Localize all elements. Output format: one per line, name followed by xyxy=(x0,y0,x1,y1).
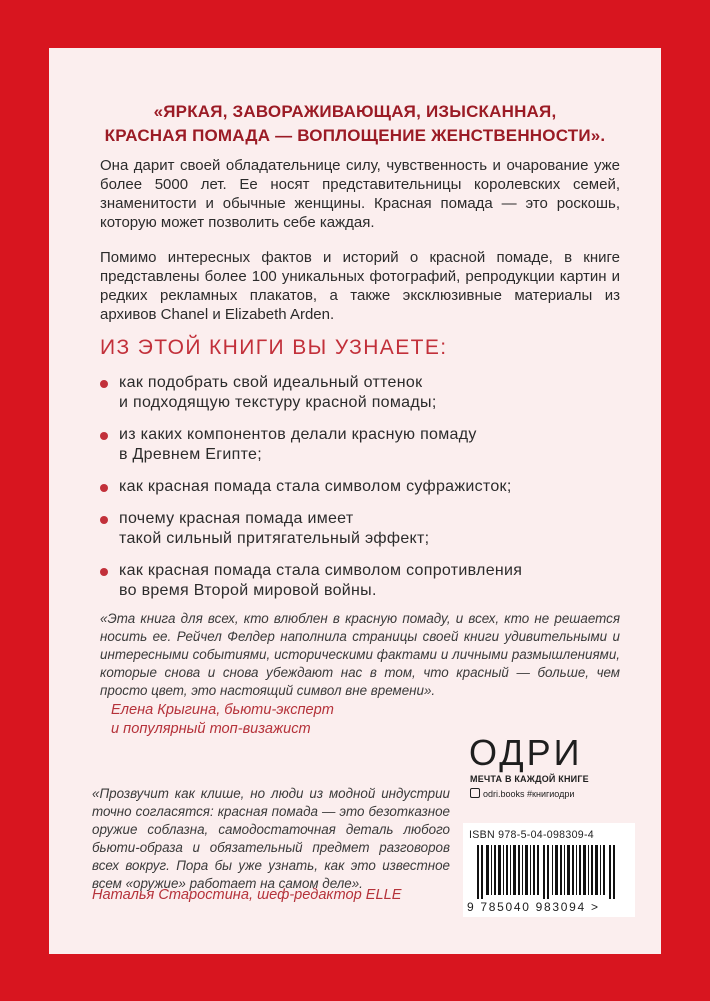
publisher-tagline: МЕЧТА В КАЖДОЙ КНИГЕ xyxy=(470,774,589,784)
publisher-social-text: odri.books #книгиодри xyxy=(483,789,575,799)
instagram-icon xyxy=(470,788,480,798)
list-item xyxy=(100,373,640,413)
review-author-1-line-1: Елена Крыгина, бьюти-эксперт xyxy=(111,702,334,718)
description-paragraph-1: Она дарит своей обладательнице силу, чувственность и очарование уже более 5000 лет. Ее носят представительницы королевских семей, знаменитости и обычные женщины. Красная помада — это роскошь, которую может позволить себе каждая. xyxy=(100,157,620,231)
description-paragraph-2: Помимо интересных фактов и историй о красной помаде, в книге представлены более 100 уникальных фотографий, репродукции картин и редких рекламных плакатов, а также эксклюзивные материалы из архивов Chanel и Elizabeth Arden. xyxy=(100,249,620,323)
bullet-dot-icon xyxy=(100,432,108,440)
list-item-line: из каких компонентов делали красную помаду xyxy=(119,426,477,443)
list-item-line: такой сильный притягательный эффект; xyxy=(119,530,430,547)
barcode-digits: 9 785040 983094 > xyxy=(467,900,600,914)
section-title: ИЗ ЭТОЙ КНИГИ ВЫ УЗНАЕТЕ: xyxy=(100,336,448,359)
barcode-icon xyxy=(477,845,623,899)
list-item xyxy=(100,477,640,497)
review-quote-1: «Эта книга для всех, кто влюблен в красную помаду, и всех, кто не решается носить ее. Рейчел Фелдер наполнила страницы своей книги удивительными и интересными событиями, историческими фактами и личными размышлениями, которые снова и снова убеждают нас в том, что красный — больше, чем просто цвет, это настоящий символ вне времени». xyxy=(100,611,620,698)
isbn-label: ISBN 978-5-04-098309-4 xyxy=(469,829,594,841)
headline-line-1: «ЯРКАЯ, ЗАВОРАЖИВАЮЩАЯ, ИЗЫСКАННАЯ, xyxy=(153,102,557,121)
list-item-line: как красная помада стала символом сопротивления xyxy=(119,562,523,579)
review-author-2: Наталья Старостина, шеф-редактор ELLE xyxy=(92,887,402,903)
bullet-dot-icon xyxy=(100,516,108,524)
list-item-line: как красная помада стала символом суфражисток; xyxy=(119,478,512,495)
headline-line-2: КРАСНАЯ ПОМАДА — ВОПЛОЩЕНИЕ ЖЕНСТВЕННОСТИ». xyxy=(104,126,606,145)
bullet-dot-icon xyxy=(100,380,108,388)
publisher-logo: ОДРИ xyxy=(469,732,583,773)
list-item-line: почему красная помада имеет xyxy=(119,510,354,527)
back-cover-panel xyxy=(49,48,661,954)
publisher-social xyxy=(470,788,574,799)
list-item xyxy=(100,561,640,601)
bullet-dot-icon xyxy=(100,484,108,492)
review-quote-2: «Прозвучит как клише, но люди из модной индустрии точно согласятся: красная помада — это безотказное оружие соблазна, самодостаточная деталь любого бьюти-образа и обязательный предмет разговоров всех вокруг. Пора бы уже узнать, как это известное всем «оружие» работает на самом деле». xyxy=(92,786,450,891)
headline-quote xyxy=(49,100,661,148)
list-item xyxy=(100,509,640,549)
learning-list xyxy=(100,373,640,613)
bullet-dot-icon xyxy=(100,568,108,576)
list-item xyxy=(100,425,640,465)
list-item-line: как подобрать свой идеальный оттенок xyxy=(119,374,423,391)
list-item-line: во время Второй мировой войны. xyxy=(119,582,377,599)
list-item-line: и подходящую текстуру красной помады; xyxy=(119,394,437,411)
isbn-barcode-block xyxy=(463,823,635,917)
review-author-1 xyxy=(111,701,334,739)
list-item-line: в Древнем Египте; xyxy=(119,446,262,463)
review-author-1-line-2: и популярный топ-визажист xyxy=(111,721,311,737)
